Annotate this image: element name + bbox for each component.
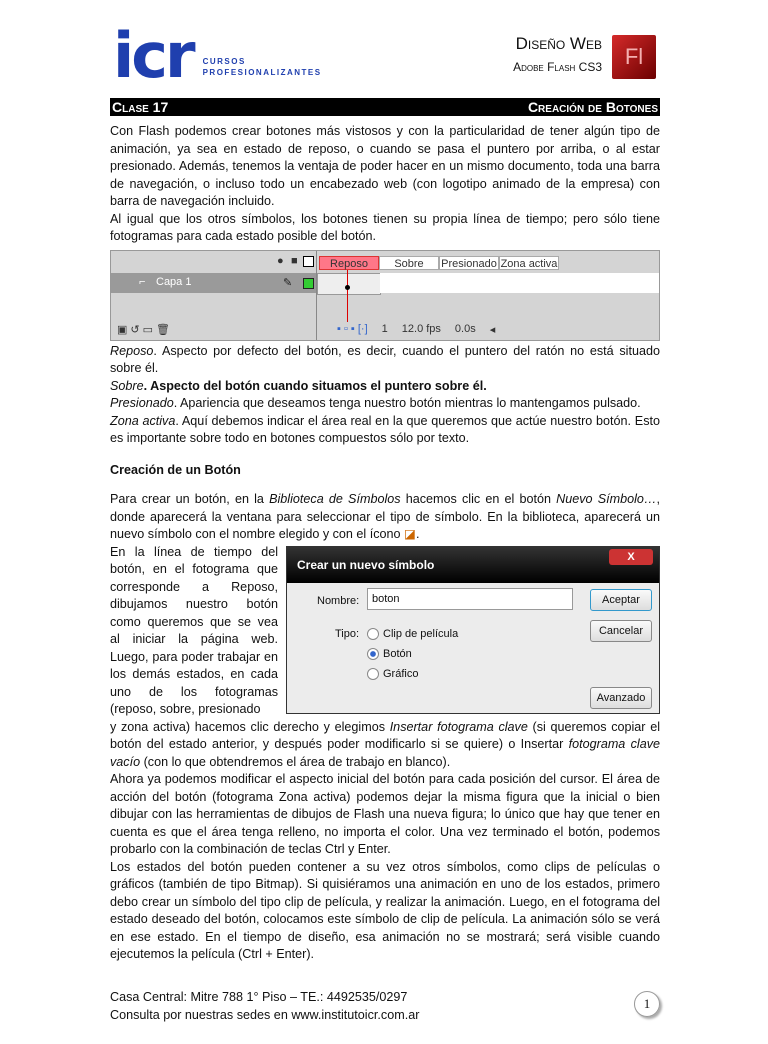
state-presionado: Presionado. Apariencia que deseamos tenga nuestro botón mientras lo mantengamos pulsado.	[110, 396, 641, 410]
header-subtitle: Adobe Flash CS3	[513, 60, 602, 74]
radio-grafico[interactable]: Gráfico	[367, 664, 458, 684]
layer-tools-icons: ▣↺▭🗑	[117, 323, 173, 336]
footer	[110, 988, 660, 1024]
paragraph: En la línea de tiempo del botón, en el fotograma que corresponde a Reposo, dibujamos nuestro botón como queremos que se vea al iniciar la página web. Luego, para poder trabajar en los demás estados, en cada uno de los fotogramas (reposo, sobre, presionado	[110, 544, 278, 716]
dialog-title: Crear un nuevo símbolo	[297, 557, 435, 572]
outline-icon	[303, 256, 314, 267]
frame-sobre[interactable]: Sobre	[379, 256, 439, 270]
new-symbol-dialog	[286, 546, 660, 714]
onion-skin-icons[interactable]: ▪ ▫ ▪ [·]	[337, 322, 368, 335]
keyframe[interactable]	[317, 273, 381, 295]
pencil-icon: ✎	[283, 276, 293, 289]
state-zona-activa: Zona activa. Aquí debemos indicar el área real en la que queremos que actúe nuestro botón. Esto es importante sobre todo en botones compuestos sólo por texto.	[110, 413, 660, 445]
icr-logo	[113, 19, 322, 92]
current-frame: 1	[381, 322, 388, 335]
name-label: Nombre:	[317, 594, 360, 607]
header-title: Diseño Web	[515, 34, 602, 53]
logo-subtitle: CURSOS PROFESIONALIZANTES	[202, 57, 322, 77]
footer-website: Consulta por nuestras sedes en www.institutoicr.com.ar	[110, 1007, 420, 1022]
type-label: Tipo:	[335, 627, 360, 640]
intro-paragraph: Con Flash podemos crear botones más vistosos y con la particularidad de tener algún tipo de animación, ya sea en estado de reposo, o cuando se pasa el puntero por arriba, o al estar presionado. Además, tenemos la ventaja de poder hacer en un mismo documento, toda una barra de navegación, o incluso todo un encabezado web (con logotipo animado de la empresa) con barra de navegación incluido.	[110, 124, 660, 208]
state-sobre: Sobre. Aspecto del botón cuando situamos el puntero sobre él.	[110, 378, 487, 393]
elapsed-time: 0.0s	[454, 322, 476, 335]
topic-label: Creación de Botones	[527, 99, 658, 115]
playhead[interactable]	[347, 270, 348, 322]
intro-paragraph: Al igual que los otros símbolos, los botones tienen su propia línea de tiempo; pero sólo tiene fotogramas para cada estado posible del botón.	[110, 211, 660, 243]
radio-boton[interactable]: Botón	[367, 644, 458, 664]
advanced-button[interactable]: Avanzado	[590, 687, 652, 709]
layer-color	[303, 278, 314, 289]
name-input[interactable]: boton	[367, 588, 573, 610]
frame-rate: 12.0 fps	[401, 322, 441, 335]
radio-clip[interactable]: Clip de película	[367, 624, 458, 644]
layer-row	[111, 273, 316, 293]
paragraph: Ahora ya podemos modificar el aspecto inicial del botón para cada posición del cursor. El área de acción del botón (fotograma Zona activa) podemos dejar la misma figura que la inicial o bien dibujar con las herramientas de dibujos de Flash una nueva figura; lo único que hay que tener en cuenta es que el área tenga relleno, no importa el color. Una vez terminado el botón, podemos probarlo con la combinación de teclas Ctrl y Enter.	[110, 772, 660, 856]
paragraph: Para crear un botón, en la Biblioteca de Símbolos hacemos clic en el botón Nuevo Símbolo…, donde aparecerá la ventana para seleccionar el tipo de símbolo. En la biblioteca, aparecerá un nuevo símbolo con el nombre elegido y con el ícono ◪.	[110, 492, 661, 541]
timeline-status	[337, 323, 657, 336]
timeline-screenshot	[110, 250, 660, 341]
layer-name: Capa 1	[156, 275, 192, 288]
state-reposo: Reposo. Aspecto por defecto del botón, es decir, cuando el puntero del ratón no está situado sobre él.	[110, 343, 660, 375]
layer-icon: ⌐	[139, 275, 146, 288]
logo-mark: icr	[113, 19, 193, 92]
frame-presionado[interactable]: Presionado	[439, 256, 499, 270]
scroll-left-icon[interactable]: ◂	[489, 323, 496, 336]
paragraph: y zona activa) hacemos clic derecho y elegimos Insertar fotograma clave (si queremos copiar el botón del estado anterior, y después poder modificarlo si se quiere) o Insertar fotograma clave vacío (con lo que obtendremos el área de trabajo en blanco).	[110, 719, 660, 769]
paragraph: Los estados del botón pueden contener a su vez otros símbolos, como clips de películas o gráficos (también de tipo Bitmap). Si quisiéramos una animación en uno de los estados, primero debo crear un símbolo del tipo clip de película, y realizar la animación. Luego, en el fotograma del estado deseado del botón, colocamos este símbolo de clip de película. La animación sólo se verá en ese estado. En el tiempo de diseño, esa animación no se mostrará; será visible cuando ejecutemos la película (Ctrl + Enter).	[110, 859, 660, 961]
flash-app-icon: Fl	[612, 35, 656, 79]
eye-icon: ●	[277, 254, 284, 267]
accept-button[interactable]: Aceptar	[590, 589, 652, 611]
frame-zona-activa[interactable]: Zona activa	[500, 257, 558, 270]
class-label: Clase 17	[112, 99, 169, 115]
intro	[110, 123, 660, 246]
cancel-button[interactable]: Cancelar	[590, 620, 652, 642]
keyframe-dot	[345, 285, 350, 290]
page-number: 1	[634, 991, 660, 1017]
footer-address: Casa Central: Mitre 788 1° Piso – TE.: 4492535/0297	[110, 989, 408, 1004]
frame-row	[380, 273, 659, 293]
close-button[interactable]: X	[609, 549, 653, 565]
title-bar	[110, 98, 660, 116]
frame-reposo[interactable]: Reposo	[319, 256, 379, 270]
lock-icon: ■	[291, 254, 298, 267]
button-symbol-icon: ◪	[404, 527, 416, 541]
section-heading: Creación de un Botón	[110, 462, 241, 477]
states-list	[110, 343, 660, 448]
section-body	[110, 491, 660, 964]
